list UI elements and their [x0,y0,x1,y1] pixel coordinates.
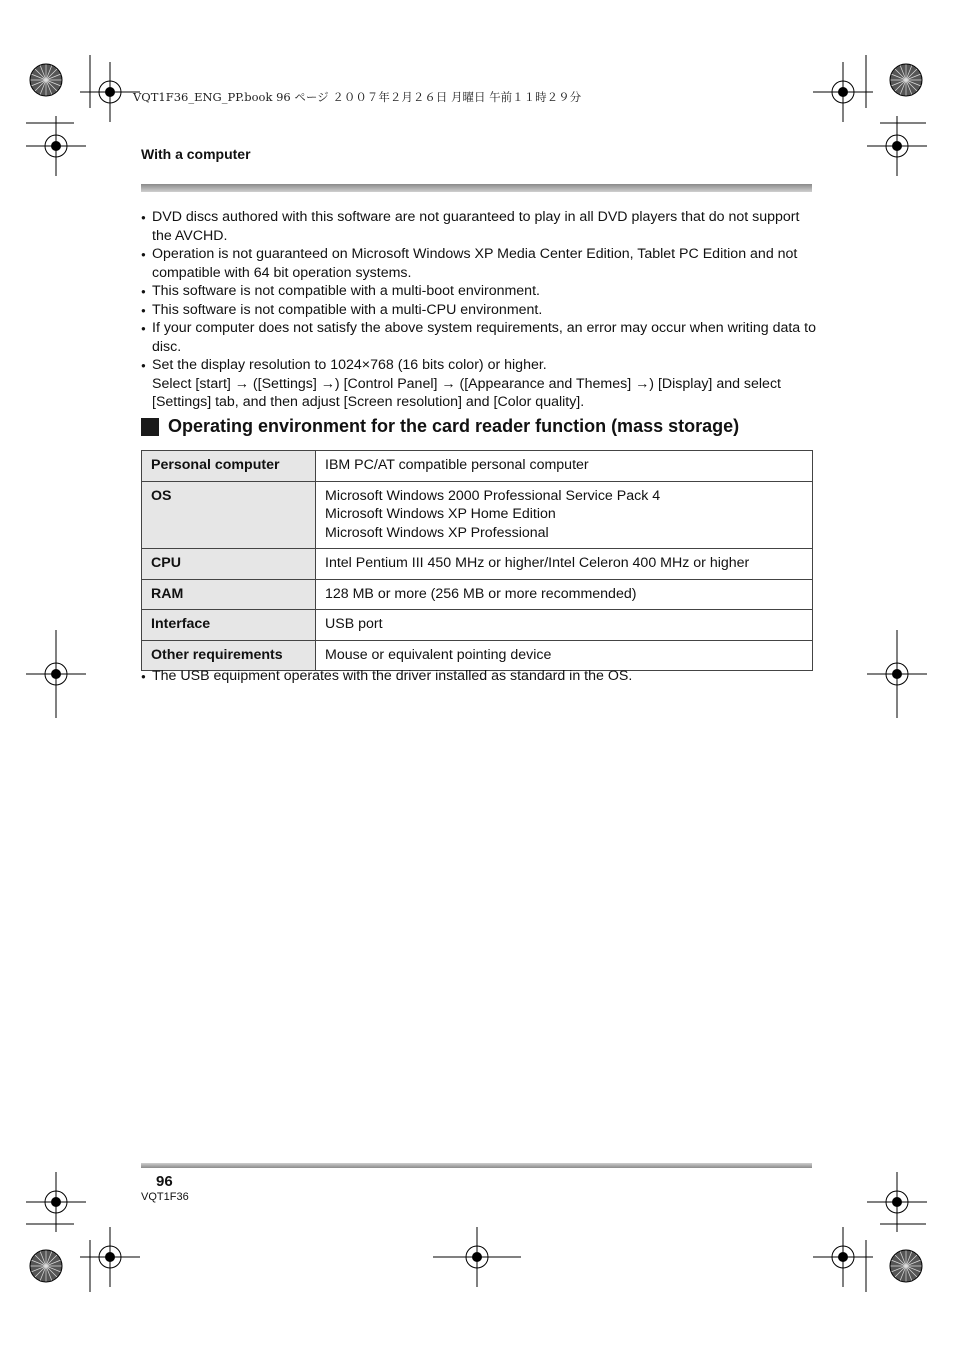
section-heading [141,416,739,437]
row-label: Personal computer [142,451,316,482]
section-label: With a computer [141,146,251,162]
row-label: OS [142,481,316,549]
list-item: ● Operation is not guaranteed on Microsoft Windows XP Media Center Edition, Tablet PC Edition and not compatible with 64 bit operation systems. [141,245,816,282]
row-label: Other requirements [142,640,316,671]
list-item [141,356,816,412]
value-line: Microsoft Windows 2000 Professional Service Pack 4 [325,487,661,504]
table-row [142,579,813,610]
heading-square-icon [141,418,159,436]
table-row [142,451,813,482]
row-value: 128 MB or more (256 MB or more recommended) [316,579,813,610]
table-note [141,667,816,686]
table-row [142,610,813,641]
list-item: ● This software is not compatible with a multi-CPU environment. [141,301,816,320]
row-label: CPU [142,549,316,580]
printer-slug-line: VQT1F36_ENG_PP.book 96 ページ ２００７年２月２６日 月曜日 午前１１時２９分 [133,90,582,104]
row-value: Intel Pentium III 450 MHz or higher/Intel Celeron 400 MHz or higher [316,549,813,580]
list-item-continuation: Select [start] → ([Settings] →) [Control Panel] → ([Appearance and Themes] →) [Display] and select [Settings] tab, and then adjust [Screen resolution] and [Color quality]. [152,375,781,410]
model-code: VQT1F36 [141,1191,189,1203]
requirements-table [141,450,813,671]
list-item-text: Set the display resolution to 1024×768 (16 bits color) or higher. [152,357,547,373]
table-row [142,640,813,671]
header-rule [141,184,812,192]
list-item: ● This software is not compatible with a multi-boot environment. [141,282,816,301]
value-line: Microsoft Windows XP Professional [325,524,549,541]
row-label: Interface [142,610,316,641]
heading-text: Operating environment for the card reader function (mass storage) [168,416,740,436]
list-item: ● DVD discs authored with this software are not guaranteed to play in all DVD players that do not support the AVCHD. [141,208,816,245]
list-item: ● The USB equipment operates with the driver installed as standard in the OS. [141,667,816,686]
row-value [316,481,813,549]
footer-rule [141,1163,812,1168]
list-item: ● If your computer does not satisfy the above system requirements, an error may occur when writing data to disc. [141,319,816,356]
table-row [142,481,813,549]
row-label: RAM [142,579,316,610]
value-line: Microsoft Windows XP Home Edition [325,506,556,522]
page-number: 96 [156,1173,173,1190]
row-value: Mouse or equivalent pointing device [316,640,813,671]
row-value: USB port [316,610,813,641]
table-row [142,549,813,580]
requirements-notes [141,208,816,412]
row-value: IBM PC/AT compatible personal computer [316,451,813,482]
